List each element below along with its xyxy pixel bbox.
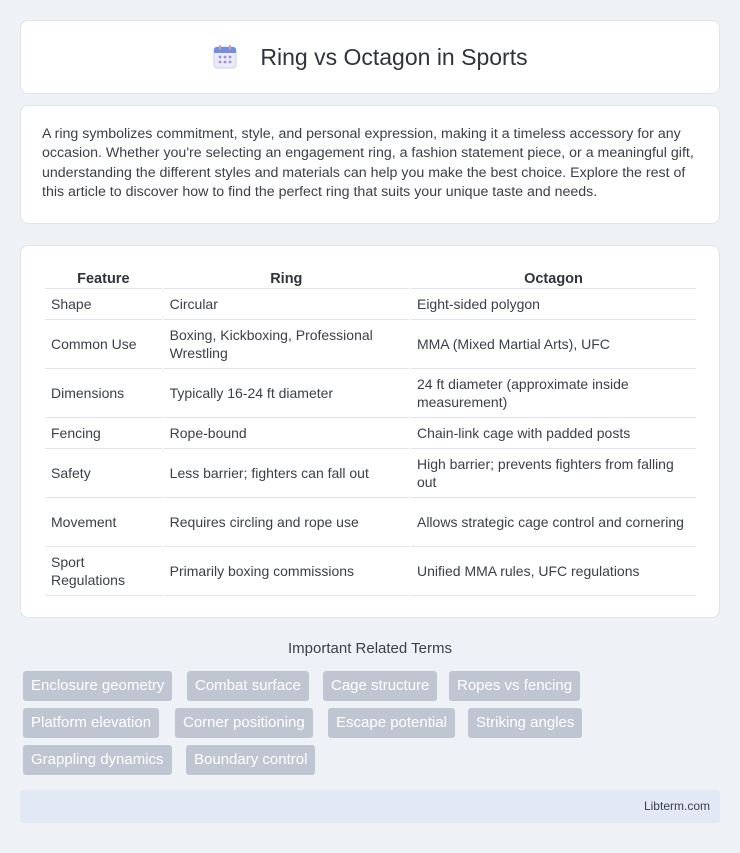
cell-feature: Dimensions xyxy=(45,369,162,418)
tag-boundary-control[interactable]: Boundary control xyxy=(186,745,315,775)
header-octagon: Octagon xyxy=(411,266,696,289)
cell-ring: Requires circling and rope use xyxy=(164,498,409,547)
cell-octagon: 24 ft diameter (approximate inside measurement) xyxy=(411,369,696,418)
cell-ring: Boxing, Kickboxing, Professional Wrestling xyxy=(164,320,409,369)
cell-feature: Sport Regulations xyxy=(45,547,162,596)
table-row xyxy=(45,369,696,418)
cell-ring: Primarily boxing commissions xyxy=(164,547,409,596)
table-row xyxy=(45,418,696,449)
header-card xyxy=(20,20,720,94)
header-ring: Ring xyxy=(164,266,409,289)
cell-ring: Rope-bound xyxy=(164,418,409,449)
table-row xyxy=(45,547,696,596)
cell-ring: Typically 16-24 ft diameter xyxy=(164,369,409,418)
cell-octagon: Unified MMA rules, UFC regulations xyxy=(411,547,696,596)
page-title: Ring vs Octagon in Sports xyxy=(260,43,528,70)
cell-octagon: MMA (Mixed Martial Arts), UFC xyxy=(411,320,696,369)
footer xyxy=(20,790,720,823)
cell-octagon: Chain-link cage with padded posts xyxy=(411,418,696,449)
cell-ring: Less barrier; fighters can fall out xyxy=(164,449,409,498)
header-feature: Feature xyxy=(45,266,162,289)
table-row xyxy=(45,289,696,320)
tag-striking-angles[interactable]: Striking angles xyxy=(468,708,582,738)
tag-grappling-dynamics[interactable]: Grappling dynamics xyxy=(23,745,172,775)
cell-octagon: Allows strategic cage control and cornering xyxy=(411,498,696,547)
cell-ring: Circular xyxy=(164,289,409,320)
table-header-row xyxy=(45,266,696,289)
tag-cage-structure[interactable]: Cage structure xyxy=(323,671,437,701)
cell-feature: Fencing xyxy=(45,418,162,449)
table-row xyxy=(45,449,696,498)
related-terms-title: Important Related Terms xyxy=(288,640,452,657)
table-row xyxy=(45,498,696,547)
intro-card xyxy=(20,105,720,224)
tag-escape-potential[interactable]: Escape potential xyxy=(328,708,455,738)
cell-feature: Movement xyxy=(45,498,162,547)
cell-feature: Common Use xyxy=(45,320,162,369)
tag-enclosure-geometry[interactable]: Enclosure geometry xyxy=(23,671,172,701)
calendar-icon xyxy=(212,44,238,70)
tag-corner-positioning[interactable]: Corner positioning xyxy=(175,708,313,738)
intro-text: A ring symbolizes commitment, style, and personal expression, making it a timeless accessory for any occasion. Whether you're selecting an engagement ring, a fashion statement piece, or a meaningful gift, understanding the different styles and materials can help you make the best choice. Explore the rest of this article to discover how to find the perfect ring that suits your unique taste and needs. xyxy=(42,126,694,201)
comparison-card xyxy=(20,245,720,618)
cell-octagon: Eight-sided polygon xyxy=(411,289,696,320)
comparison-table xyxy=(43,266,698,596)
table-row xyxy=(45,320,696,369)
tag-platform-elevation[interactable]: Platform elevation xyxy=(23,708,159,738)
tag-combat-surface[interactable]: Combat surface xyxy=(187,671,309,701)
cell-feature: Shape xyxy=(45,289,162,320)
cell-octagon: High barrier; prevents fighters from falling out xyxy=(411,449,696,498)
tag-ropes-vs-fencing[interactable]: Ropes vs fencing xyxy=(449,671,580,701)
cell-feature: Safety xyxy=(45,449,162,498)
footer-link[interactable]: Libterm.com xyxy=(643,799,710,813)
